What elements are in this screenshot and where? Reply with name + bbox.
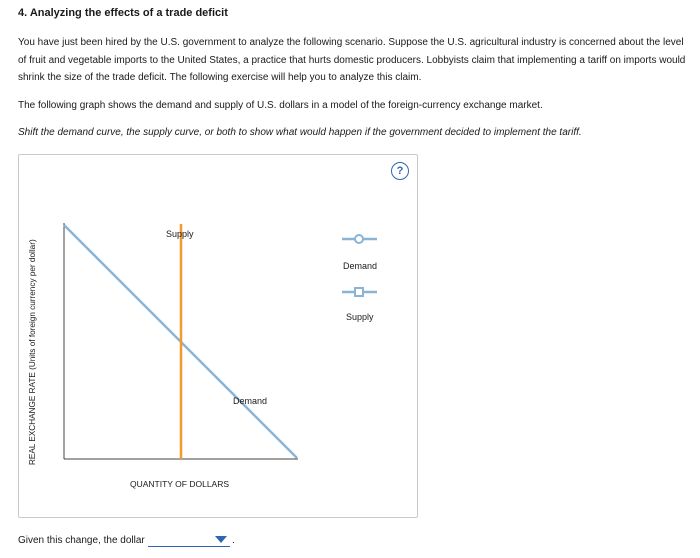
legend-supply-label: Supply — [346, 312, 374, 322]
graph-intro-text: The following graph shows the demand and supply of U.S. dollars in a model of the foreign-currency exchange market. — [18, 100, 543, 111]
demand-curve-label: Demand — [233, 396, 268, 406]
answer-period: . — [232, 535, 235, 546]
y-axis-label: REAL EXCHANGE RATE (Units of foreign currency per dollar) — [28, 239, 37, 465]
instruction-text: Shift the demand curve, the supply curve, or both to show what would happen if the government decided to implement the tariff. — [18, 127, 582, 138]
answer-prompt: Given this change, the dollar — [18, 535, 145, 546]
legend-demand-label: Demand — [343, 261, 378, 271]
supply-square-icon — [355, 288, 363, 296]
demand-circle-icon — [355, 235, 363, 243]
question-title: 4. Analyzing the effects of a trade deficit — [18, 7, 228, 19]
legend-demand-tool[interactable] — [342, 235, 377, 243]
scenario-text: You have just been hired by the U.S. government to analyze the following scenario. Suppose the U.S. agricultural industry is concerned about the level of fruit and vegetable imports to the United States, a practice that hurts domestic producers. Lobbyists claim that implementing a tariff on imports would shrink the size of the trade deficit. The following exercise will help you to analyze this claim. — [18, 37, 686, 83]
chevron-down-icon — [215, 536, 227, 543]
dollar-change-dropdown[interactable] — [148, 531, 230, 547]
help-icon[interactable]: ? — [391, 162, 409, 180]
legend-supply-tool[interactable] — [342, 288, 377, 296]
supply-curve-label: Supply — [166, 229, 194, 239]
x-axis-label: QUANTITY OF DOLLARS — [130, 479, 230, 489]
